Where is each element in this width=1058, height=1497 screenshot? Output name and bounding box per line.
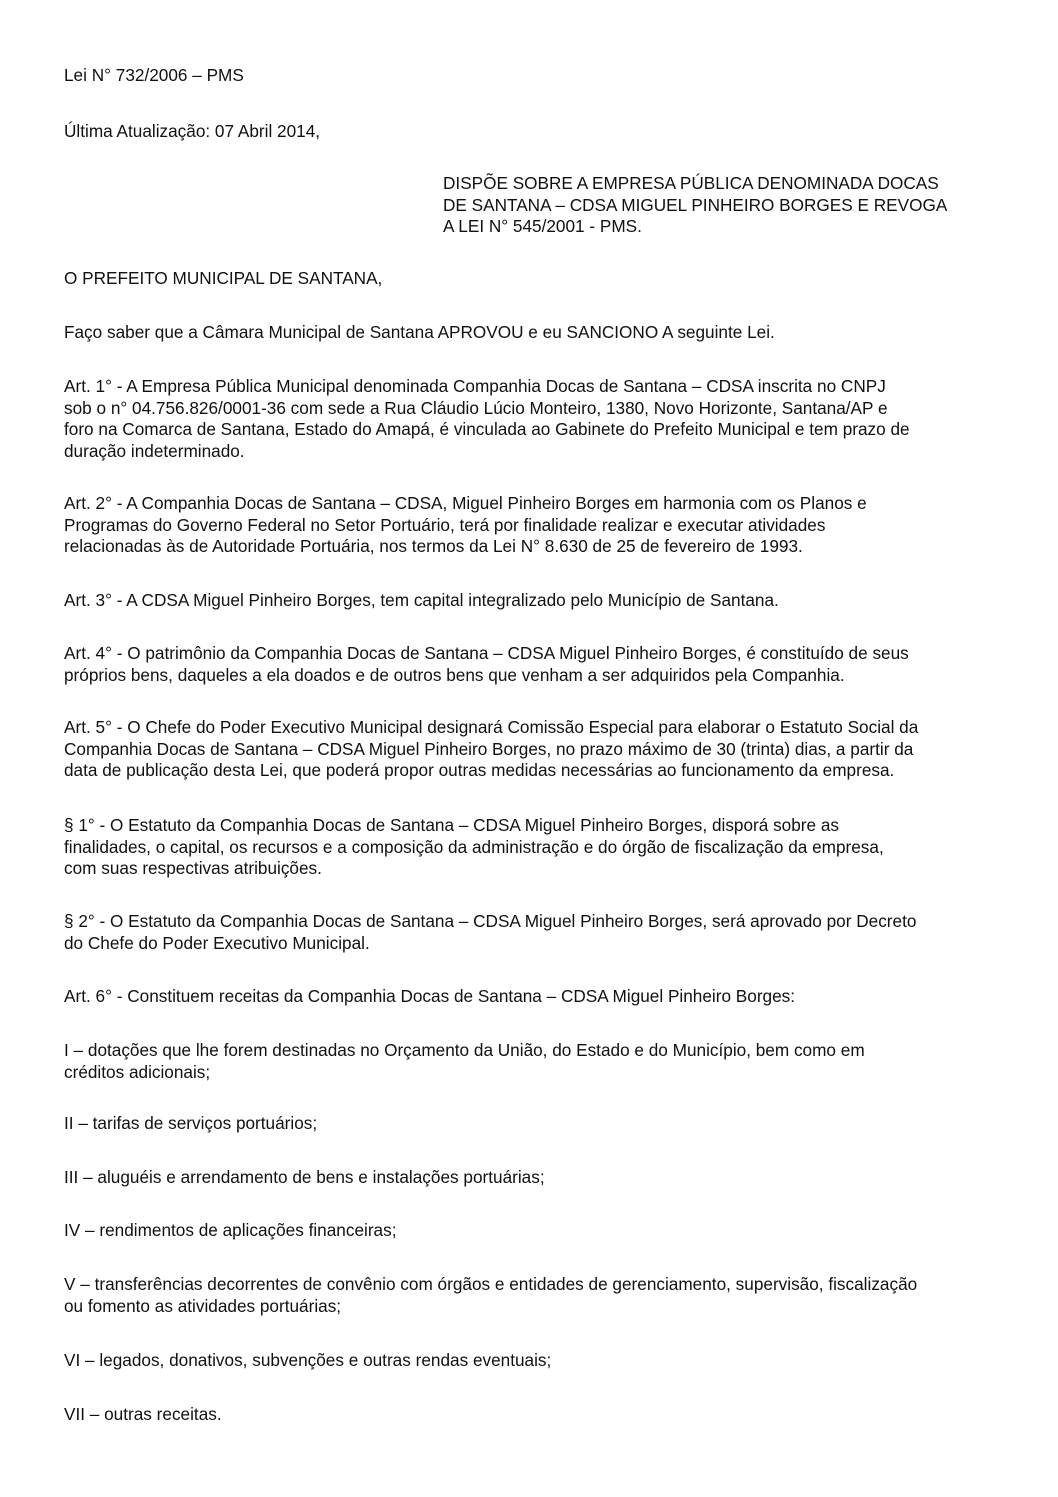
last-update: Última Atualização: 07 Abril 2014,	[64, 121, 321, 141]
law-number: Lei N° 732/2006 – PMS	[64, 65, 244, 85]
preamble-enactment: Faço saber que a Câmara Municipal de Santana APROVOU e eu SANCIONO A seguinte Lei.	[64, 322, 775, 342]
ementa-line: DE SANTANA – CDSA MIGUEL PINHEIRO BORGES E REVOGA	[443, 194, 948, 215]
article-5-paragraph-1: § 1° - O Estatuto da Companhia Docas de Santana – CDSA Miguel Pinheiro Borges, disporá sobre as finalidades, o capital, os recursos e a composição da administração e do órgão de fiscalização da empresa, com suas respectivas atribuições.	[64, 815, 884, 878]
article-6: Art. 6° - Constituem receitas da Companhia Docas de Santana – CDSA Miguel Pinheiro Borges:	[64, 986, 796, 1006]
ementa-line: A LEI N° 545/2001 - PMS.	[443, 216, 642, 236]
revenue-item-5: V – transferências decorrentes de convênio com órgãos e entidades de gerenciamento, supervisão, fiscalização ou fomento as atividades portuárias;	[64, 1274, 918, 1316]
revenue-item-3: III – aluguéis e arrendamento de bens e instalações portuárias;	[64, 1167, 545, 1187]
ementa-line: DISPÕE SOBRE A EMPRESA PÚBLICA DENOMINADA DOCAS	[443, 173, 939, 193]
article-4: Art. 4° - O patrimônio da Companhia Docas de Santana – CDSA Miguel Pinheiro Borges, é constituído de seus próprios bens, daqueles a ela doados e de outros bens que venham a ser adquiridos pela Companhia.	[64, 643, 909, 685]
article-2: Art. 2° - A Companhia Docas de Santana – CDSA, Miguel Pinheiro Borges em harmonia com os Planos e Programas do Governo Federal no Setor Portuário, terá por finalidade realizar e executar atividades relacionadas às de Autoridade Portuária, nos termos da Lei N° 8.630 de 25 de fevereiro de 1993.	[64, 493, 867, 556]
ementa	[443, 173, 1003, 238]
article-1: Art. 1° - A Empresa Pública Municipal denominada Companhia Docas de Santana – CDSA inscrita no CNPJ sob o n° 04.756.826/0001-36 com sede a Rua Cláudio Lúcio Monteiro, 1380, Novo Horizonte, Santana/AP e foro na Comarca de Santana, Estado do Amapá, é vinculada ao Gabinete do Prefeito Municipal e tem prazo de duração indeterminado.	[64, 376, 910, 461]
article-5: Art. 5° - O Chefe do Poder Executivo Municipal designará Comissão Especial para elaborar o Estatuto Social da Companhia Docas de Santana – CDSA Miguel Pinheiro Borges, no prazo máximo de 30 (trinta) dias, a partir da data de publicação desta Lei, que poderá propor outras medidas necessárias ao funcionamento da empresa.	[64, 717, 919, 780]
article-3: Art. 3° - A CDSA Miguel Pinheiro Borges, tem capital integralizado pelo Município de Santana.	[64, 590, 779, 610]
revenue-item-6: VI – legados, donativos, subvenções e outras rendas eventuais;	[64, 1350, 552, 1370]
article-5-paragraph-2: § 2° - O Estatuto da Companhia Docas de Santana – CDSA Miguel Pinheiro Borges, será aprovado por Decreto do Chefe do Poder Executivo Municipal.	[64, 911, 917, 953]
revenue-item-7: VII – outras receitas.	[64, 1404, 222, 1424]
revenue-item-1: I – dotações que lhe forem destinadas no Orçamento da União, do Estado e do Município, bem como em créditos adicionais;	[64, 1040, 865, 1082]
revenue-item-4: IV – rendimentos de aplicações financeiras;	[64, 1220, 397, 1240]
revenue-item-2: II – tarifas de serviços portuários;	[64, 1113, 318, 1133]
preamble-authority: O PREFEITO MUNICIPAL DE SANTANA,	[64, 268, 383, 288]
